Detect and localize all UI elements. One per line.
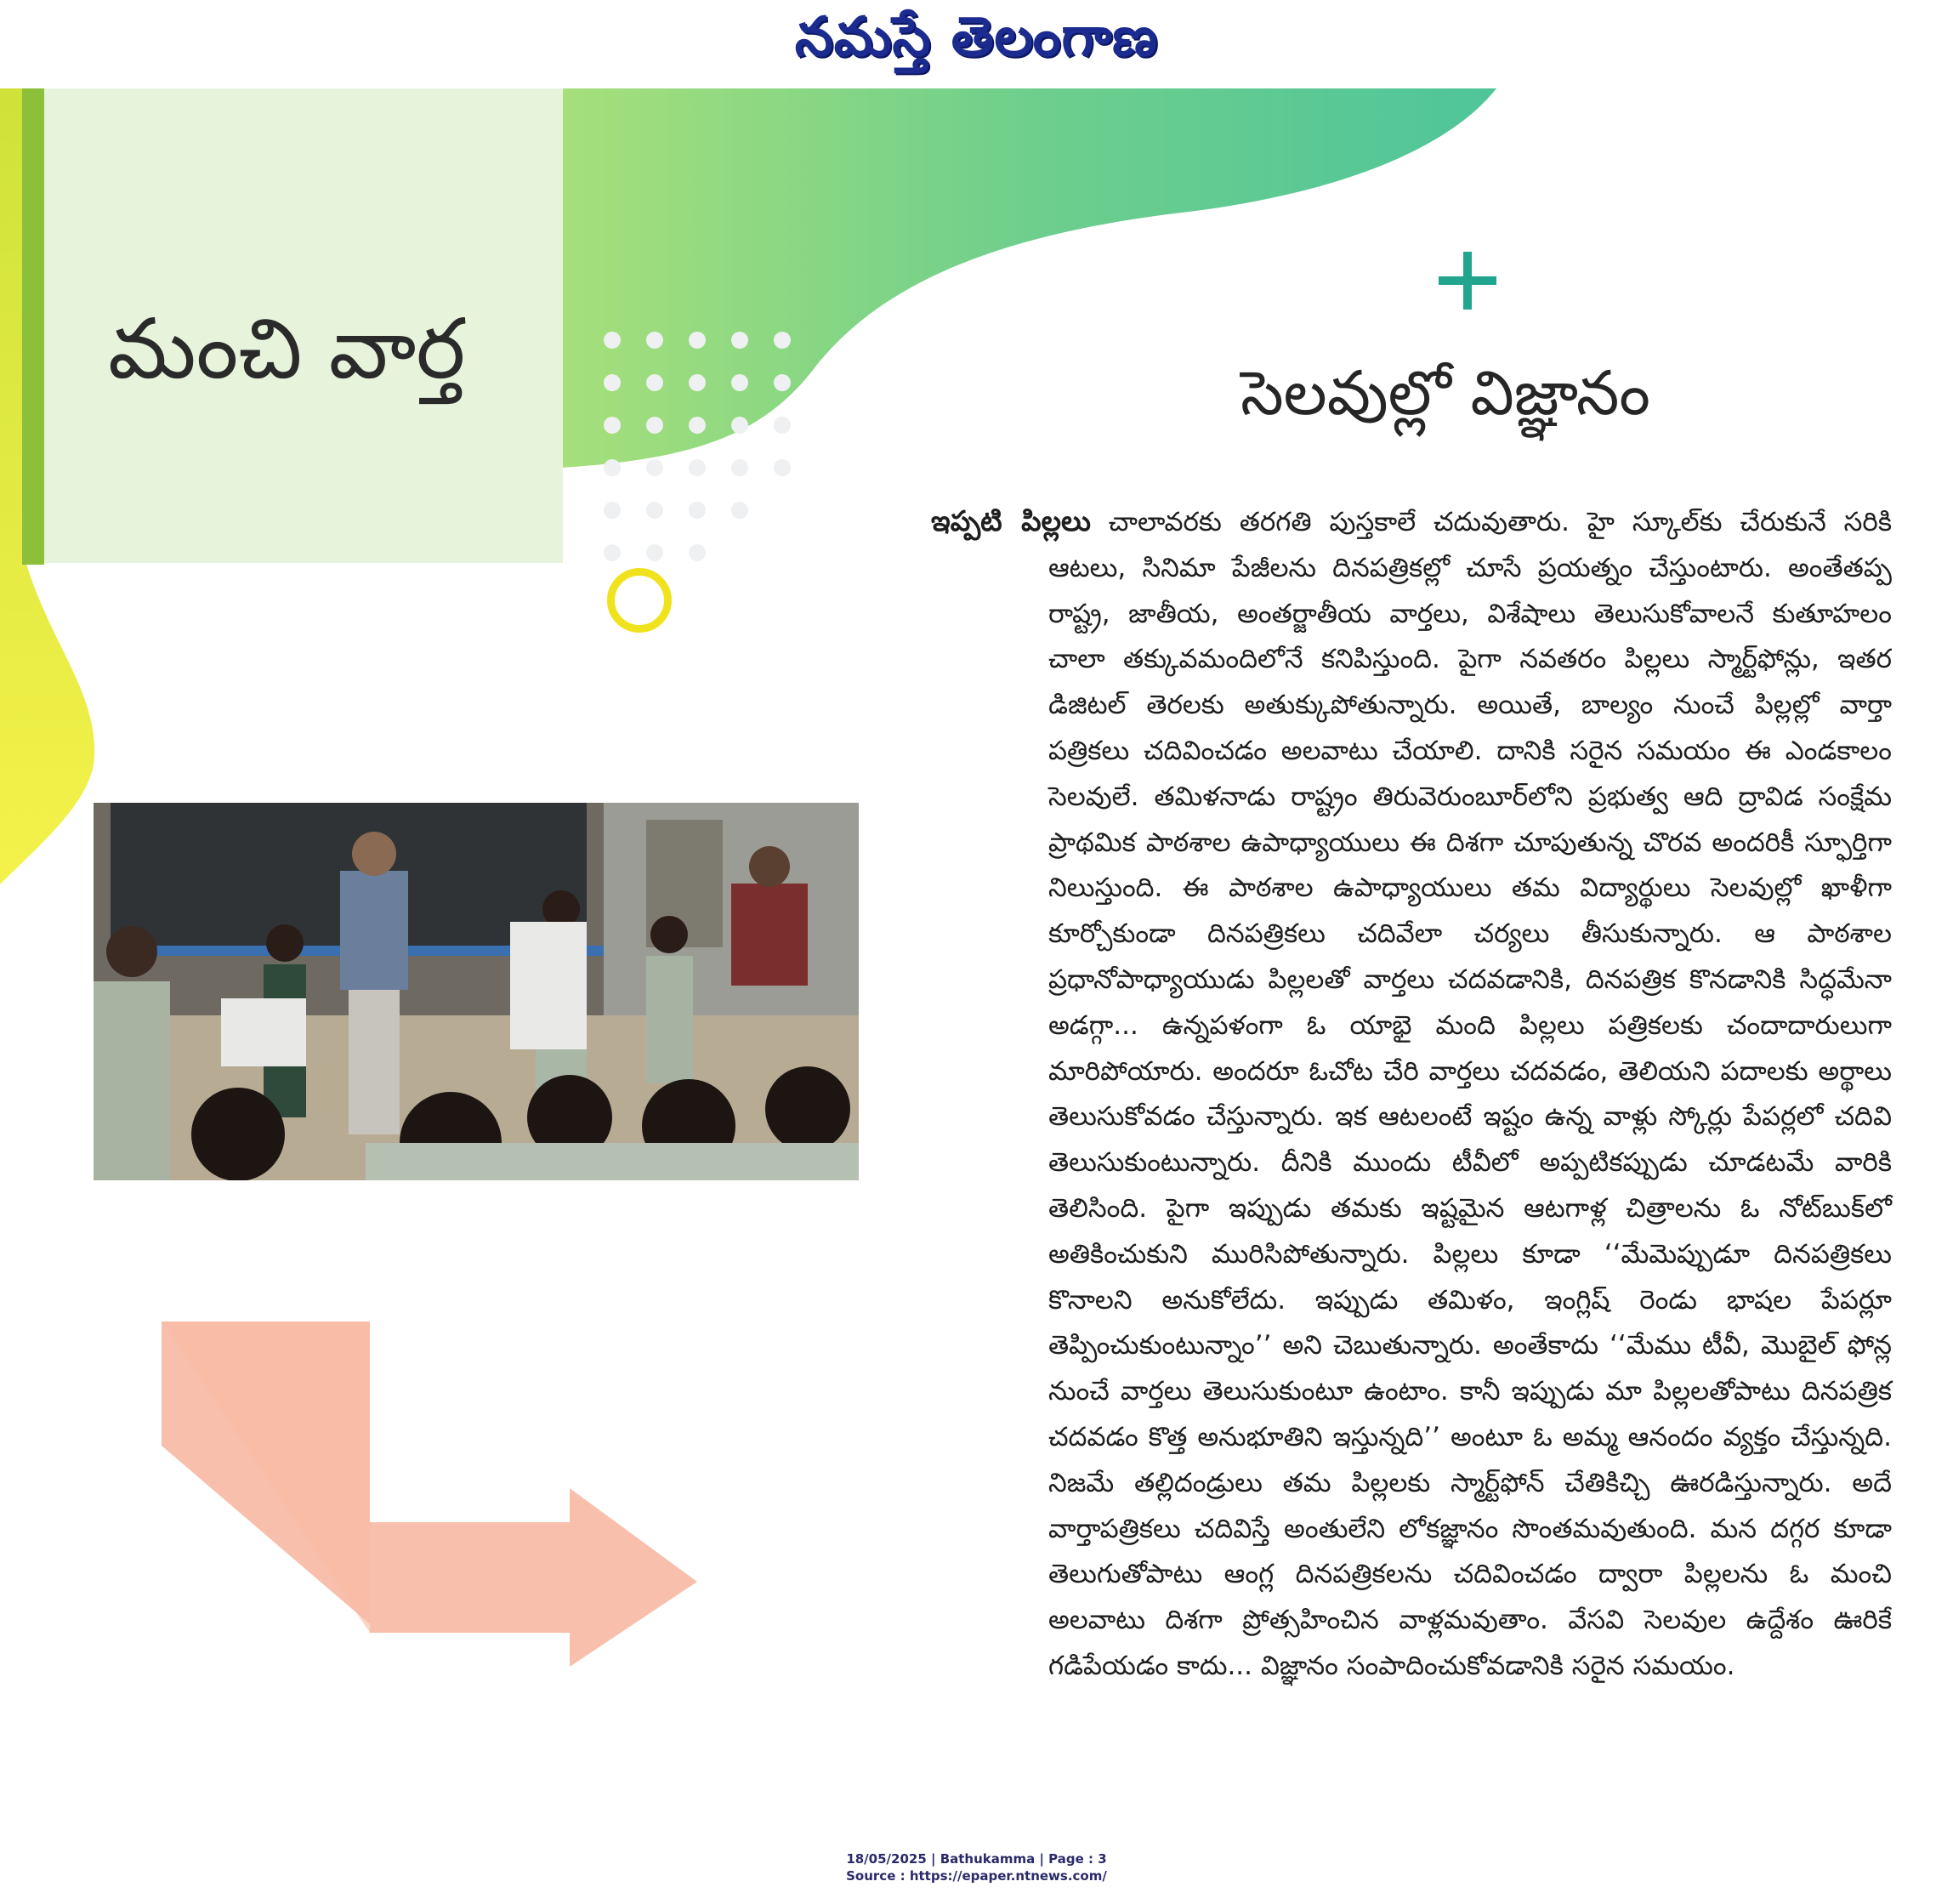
article-lede: ఇప్పటి పిల్లలు (931, 504, 1091, 537)
section-header-box (44, 88, 563, 563)
green-bar (22, 88, 44, 565)
footer-source-line: Source : https://epaper.ntnews.com/ (846, 1868, 1107, 1884)
article-headline: సెలవుల్లో విజ్ఞానం (1240, 357, 1650, 429)
ring-icon (607, 568, 672, 633)
article-body-text: చాలావరకు తరగతి పుస్తకాలే చదువుతారు. హై స్కూల్‌కు చేరుకునే సరికి ఆటలు, సినిమా పేజీలను దినపత్రికల్లో చూసే ప్రయత్నం చేస్తుంటారు. అంతేతప్ప రాష్ట్ర, జాతీయ, అంతర్జాతీయ వార్తలు, విశేషాలు తెలుసుకోవాలనే కుతూహలం చాలా తక్కువమందిలోనే కనిపిస్తుంది. పైగా నవతరం పిల్లలు స్మార్ట్‌ఫోన్లు, ఇతర డిజిటల్ తెరలకు అతుక్కుపోతున్నారు. అయితే, బాల్యం నుంచే పిల్లల్లో వార్తా పత్రికలు చదివించడం అలవాటు చేయాలి. దానికి సరైన సమయం ఈ ఎండకాలం సెలవులే. తమిళనాడు రాష్ట్రం తిరువెరుంబూర్‌లోని ప్రభుత్వ ఆది ద్రావిడ సంక్షేమ ప్రాథమిక పాఠశాల ఉపాధ్యాయులు ఈ దిశగా చూపుతున్న చొరవ అందరికీ స్ఫూర్తిగా నిలుస్తుంది. ఈ పాఠశాల ఉపాధ్యాయులు తమ విద్యార్థులు సెలవుల్లో ఖాళీగా కూర్చోకుండా దినపత్రికలు చదివేలా చర్యలు తీసుకున్నారు. ఆ పాఠశాల ప్రధానోపాధ్యాయుడు పిల్లలతో వార్తలు చదవడానికి, దినపత్రిక కొనడానికి సిద్ధమేనా అడగ్గా... ఉన్నపళంగా ఓ యాభై మంది పిల్లలు పత్రికలకు చందాదారులుగా మారిపోయారు. అందరూ ఓచోట చేరి వార్తలు చదవడం, తెలియని పదాలకు అర్థాలు తెలుసుకోవడం చేస్తున్నారు. ఇక ఆటలంటే ఇష్టం ఉన్న వాళ్లు స్కోర్లు పేపర్లలో చదివి తెలుసుకుంటున్నారు. దీనికి ముందు టీవీలో అప్పటికప్పుడు చూడటమే వారికి తెలిసింది. పైగా ఇప్పుడు తమకు ఇష్టమైన ఆటగాళ్ల చిత్రాలను ఓ నోట్‌బుక్‌లో అతికించుకుని మురిసిపోతున్నారు. పిల్లలు కూడా ‘‘మేమెప్పుడూ దినపత్రికలు కొనాలని అనుకోలేదు. ఇప్పుడు తమిళం, ఇంగ్లిష్ రెండు భాషల పేపర్లూ తెప్పించుకుంటున్నాం’’ అని చెబుతున్నారు. అంతేకాదు ‘‘మేము టీవీ, మొబైల్ ఫోన్ల నుంచే వార్తలు తెలుసుకుంటూ ఉంటాం. కానీ ఇప్పుడు మా పిల్లలతోపాటు దినపత్రిక చదవడం కొత్త అనుభూతిని ఇస్తున్నది’’ అంటూ ఓ అమ్మ ఆనందం వ్యక్తం చేస్తున్నది. నిజమే తల్లిదండ్రులు తమ పిల్లలకు స్మార్ట్‌ఫోన్ చేతికిచ్చి ఊరడిస్తున్నారు. అదే వార్తాపత్రికలు చదివిస్తే అంతులేని లోకజ్ఞానం సొంతమవుతుంది. మన దగ్గర కూడా తెలుగుతోపాటు ఆంగ్ల దినపత్రికలను చదివించడం ద్వారా పిల్లలను ఓ మంచి అలవాటు దిశగా ప్రోత్సహించిన వాళ్లమవుతాం. వేసవి సెలవుల ఉద్దేశం ఊరికే గడిపేయడం కాదు... విజ్ఞానం సంపాదించుకోవడానికి సరైన సమయం. (1048, 507, 1893, 1681)
masthead-title: నమస్తే తెలంగాణ (794, 5, 1159, 69)
article-body (931, 498, 1893, 1690)
section-label: మంచి వార్త (108, 301, 466, 398)
page-footer (0, 1850, 1953, 1884)
plus-icon (1439, 252, 1496, 310)
arrow-shape (162, 1321, 697, 1667)
classroom-photo-illustration (94, 803, 859, 1180)
article-photo (94, 803, 859, 1180)
masthead (0, 0, 1953, 85)
article-text (931, 498, 1892, 1690)
footer-date-line: 18/05/2025 | Bathukamma | Page : 3 (846, 1851, 1107, 1867)
